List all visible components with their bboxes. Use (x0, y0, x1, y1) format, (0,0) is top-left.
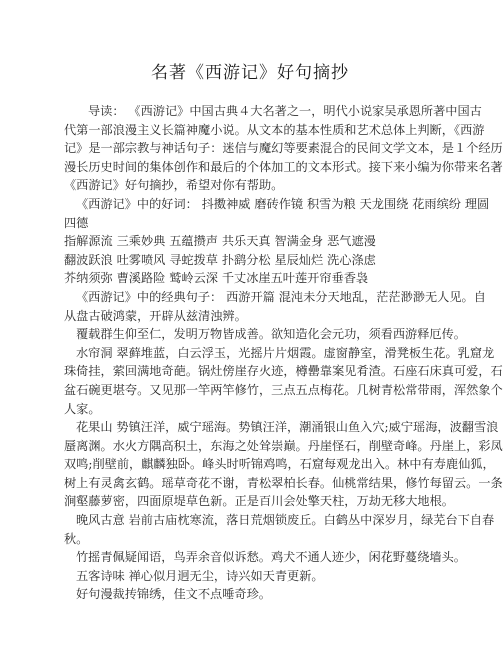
text-line: 树上有灵禽玄鹤。瑶草奇花不谢，青松翠柏长春。仙桃常结果，修竹每留云。一条 (64, 475, 503, 490)
text-line: 《西游记》好句摘抄，希望对你有帮助。 (64, 178, 284, 193)
text-line: 盆石碗更堪夸。又见那一竿两竿修竹，三点五点梅花。几树青松常带雨，浑然象个 (64, 382, 503, 397)
text-line: 秋。 (64, 531, 89, 546)
text-line: 从盘古破鸿蒙，开辟从兹清浊辨。 (64, 308, 247, 323)
text-line: 蜃离渊。水火方隅高积土，东海之处耸崇巅。丹崖怪石，削壁奇峰。丹崖上，彩凤 (64, 438, 503, 453)
text-line: 花果山 势镇汪洋，威宁瑶海。势镇汪洋，潮涌银山鱼入穴;威宁瑶海，波翻雪浪 (76, 420, 499, 435)
text-line: 竹摇青佩疑闻语，鸟弄余音似诉愁。鸡犬不通人迹少，闲花野蔓绕墙头。 (76, 550, 466, 565)
text-line: 珠倚挂，萦回满地奇葩。锅灶傍崖存火迹，樽罍靠案见肴渣。石座石床真可爱，石 (64, 364, 503, 379)
text-line: 晚风古意 岩前古庙枕寒流，落日荒烟锁废丘。白鹤丛中深岁月，绿芜台下自春 (76, 513, 495, 528)
text-line: 翻波跃浪 吐雾喷风 寻蛇拨草 扑鹞分松 星辰灿烂 洗心涤虑 (64, 252, 376, 267)
text-line: 覆载群生仰至仁，发明万物皆成善。欲知造化会元功，须看西游释厄传。 (76, 327, 466, 342)
text-line: 代第一部浪漫主义长篇神魔小说。从文本的基本性质和艺术总体上判断，《西游 (64, 122, 485, 137)
text-line: 《西游记》中的好词： 抖擞神威 磨砖作镜 积雪为粮 天龙围绕 花雨缤纷 理圆 (76, 196, 490, 211)
document-title: 名著《西游记》好句摘抄 (151, 63, 349, 83)
text-line: 记》是一部宗教与神话句子：迷信与魔幻等要素混合的民间文学文本，是１个经历 (64, 141, 503, 156)
document-body (64, 102, 503, 604)
text-line: 指解源流 三乘妙典 五蕴攒声 共乐天真 智满金身 恶气遮漫 (64, 234, 376, 249)
text-line: 水帘洞 翠藓堆蓝，白云浮玉，光摇片片烟霞。虚窗静室，滑凳板生花。乳窟龙 (76, 345, 495, 360)
text-line: 人家。 (64, 401, 101, 416)
text-line: 导读： 《西游记》中国古典４大名著之一，明代小说家吴承恩所著中国古 (88, 104, 482, 118)
text-line: 《西游记》中的经典句子： 西游开篇 混沌未分天地乱，茫茫渺渺无人见。自 (76, 289, 486, 304)
text-line: 双鸣;削壁前，麒麟独卧。峰头时听锦鸡鸣，石窟每观龙出入。林中有寿鹿仙狐， (64, 457, 495, 472)
text-line: 涧壑藤萝密，四面原堤草色新。正是百川会处擎天柱，万劫无移大地根。 (64, 494, 454, 509)
text-line: 五客诗味 禅心似月迥无尘，诗兴如天青更新。 (76, 568, 324, 583)
text-line: 四德 (64, 215, 89, 230)
text-line: 好句漫裁抟锦绣，佳文不点唾奇珍。 (76, 587, 271, 602)
text-line: 漫长历史时间的集体创作和最后的个体加工的文本形式。接下来小编为你带来名著 (64, 159, 503, 174)
text-line: 芥纳须弥 曹溪路险 鹫岭云深 千丈冰崖五叶莲开帘垂香袅 (64, 271, 369, 286)
